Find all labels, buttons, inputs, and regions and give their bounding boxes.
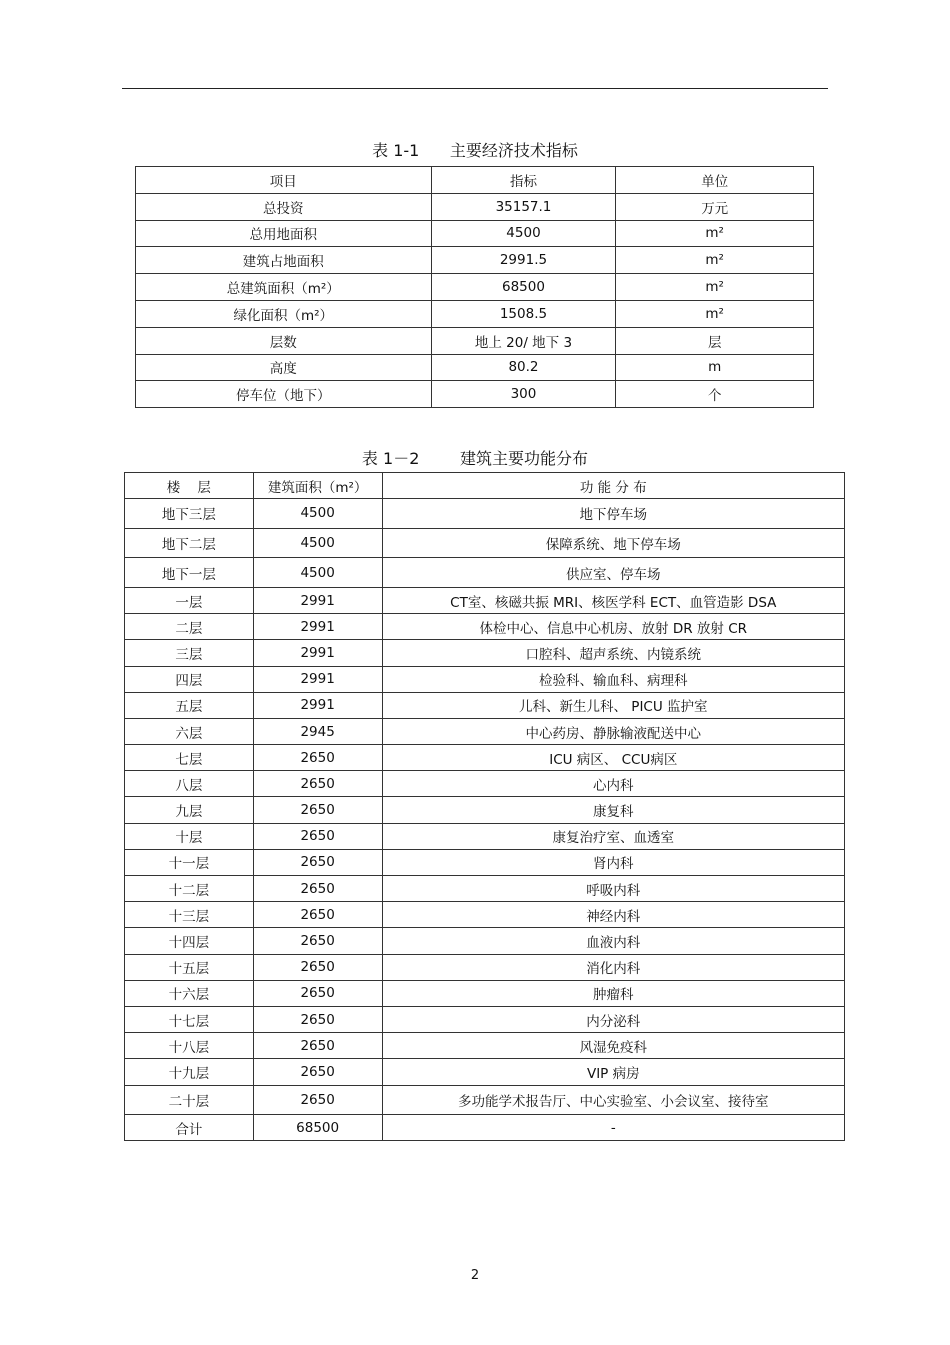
table-cell: 检验科、输血科、病理科 (382, 666, 844, 692)
table-cell: 中心药房、静脉输液配送中心 (382, 718, 844, 744)
table-row (125, 980, 845, 1006)
table-cell: 肾内科 (382, 849, 844, 875)
header-cell: 指标 (431, 167, 616, 194)
table-row (125, 640, 845, 666)
table-cell: m (616, 354, 814, 381)
table-cell: 绿化面积（m²） (136, 300, 432, 327)
table-cell: 十七层 (125, 1006, 254, 1032)
table-row (136, 220, 814, 247)
table-cell: CT室、核磁共振 MRI、核医学科 ECT、血管造影 DSA (382, 587, 844, 613)
table-cell: 2991 (253, 666, 382, 692)
table-cell: 肿瘤科 (382, 980, 844, 1006)
table-cell: 2991.5 (431, 247, 616, 274)
table-cell: 二十层 (125, 1085, 254, 1115)
table-cell: 4500 (253, 528, 382, 558)
table-cell: 五层 (125, 692, 254, 718)
table-cell: 2991 (253, 640, 382, 666)
table-row (125, 692, 845, 718)
table-cell: 2650 (253, 954, 382, 980)
table-cell: 建筑占地面积 (136, 247, 432, 274)
table-row (136, 327, 814, 354)
table-cell: 呼吸内科 (382, 876, 844, 902)
header-cell: 单位 (616, 167, 814, 194)
table-cell: 地下一层 (125, 558, 254, 588)
table-row (125, 499, 845, 529)
table-cell: 三层 (125, 640, 254, 666)
table-cell: 地下停车场 (382, 499, 844, 529)
table-cell: 总投资 (136, 193, 432, 220)
table-cell: 心内科 (382, 771, 844, 797)
table-row (125, 876, 845, 902)
economic-indicators-table (135, 166, 814, 408)
table-cell: 地下二层 (125, 528, 254, 558)
table-row (125, 666, 845, 692)
table-cell: m² (616, 300, 814, 327)
table-row (136, 274, 814, 301)
table-cell: 2650 (253, 1059, 382, 1085)
table-row (125, 849, 845, 875)
table-cell: 68500 (431, 274, 616, 301)
header-cell: 楼 层 (125, 473, 254, 499)
table-cell: 个 (616, 381, 814, 408)
table-cell: 地上 20/ 地下 3 (431, 327, 616, 354)
table-cell: 四层 (125, 666, 254, 692)
table-cell: 4500 (253, 499, 382, 529)
table-row (125, 797, 845, 823)
header-cell: 项目 (136, 167, 432, 194)
table-cell: 总用地面积 (136, 220, 432, 247)
table-row (125, 902, 845, 928)
table-cell: 八层 (125, 771, 254, 797)
table-row (125, 614, 845, 640)
table-cell: 十五层 (125, 954, 254, 980)
table-row (125, 558, 845, 588)
table-cell: 内分泌科 (382, 1006, 844, 1032)
table-cell: 总建筑面积（m²） (136, 274, 432, 301)
table-cell: 80.2 (431, 354, 616, 381)
table-cell: 多功能学术报告厅、中心实验室、小会议室、接待室 (382, 1085, 844, 1115)
table-cell: 合计 (125, 1115, 254, 1141)
table-cell: 2650 (253, 928, 382, 954)
table-row (125, 771, 845, 797)
table-cell: 万元 (616, 193, 814, 220)
table1-caption: 表 1-1 主要经济技术指标 (372, 141, 578, 160)
table-cell: 十六层 (125, 980, 254, 1006)
table-row (125, 1059, 845, 1085)
table-cell: 35157.1 (431, 193, 616, 220)
table-cell: 2650 (253, 1006, 382, 1032)
table-cell: 2650 (253, 797, 382, 823)
table-cell: 七层 (125, 745, 254, 771)
table-row (125, 718, 845, 744)
table-row (125, 954, 845, 980)
table-cell: 口腔科、超声系统、内镜系统 (382, 640, 844, 666)
table-cell: 地下三层 (125, 499, 254, 529)
table-row (136, 247, 814, 274)
table-cell: 康复治疗室、血透室 (382, 823, 844, 849)
table-row (136, 354, 814, 381)
table-cell: 康复科 (382, 797, 844, 823)
table-cell: 二层 (125, 614, 254, 640)
table-cell: 风湿免疫科 (382, 1033, 844, 1059)
floor-function-table (124, 472, 845, 1141)
table-cell: 高度 (136, 354, 432, 381)
table-cell: 2650 (253, 1033, 382, 1059)
table-row (125, 1033, 845, 1059)
table-cell: 4500 (253, 558, 382, 588)
table-cell: - (382, 1115, 844, 1141)
table-cell: 2991 (253, 614, 382, 640)
table2-caption: 表 1－2 建筑主要功能分布 (361, 449, 589, 468)
table-cell: 儿科、新生儿科、 PICU 监护室 (382, 692, 844, 718)
table-cell: ICU 病区、 CCU病区 (382, 745, 844, 771)
table-cell: 1508.5 (431, 300, 616, 327)
table-cell: 九层 (125, 797, 254, 823)
table-row (136, 381, 814, 408)
table-cell: 2991 (253, 587, 382, 613)
table-row (125, 1085, 845, 1115)
table-cell: 十八层 (125, 1033, 254, 1059)
header-cell: 建筑面积（m²） (253, 473, 382, 499)
table-cell: 2991 (253, 692, 382, 718)
table-cell: 2945 (253, 718, 382, 744)
table-cell: 2650 (253, 980, 382, 1006)
table-cell: 十四层 (125, 928, 254, 954)
table-cell: 一层 (125, 587, 254, 613)
table-cell: 十一层 (125, 849, 254, 875)
table-cell: VIP 病房 (382, 1059, 844, 1085)
table-row (125, 823, 845, 849)
table-row (125, 1115, 845, 1141)
table-cell: 十九层 (125, 1059, 254, 1085)
table-cell: m² (616, 274, 814, 301)
table-cell: 层 (616, 327, 814, 354)
table-cell: 2650 (253, 849, 382, 875)
table-cell: 2650 (253, 823, 382, 849)
table-cell: 十层 (125, 823, 254, 849)
table-cell: 体检中心、信息中心机房、放射 DR 放射 CR (382, 614, 844, 640)
table-cell: 十二层 (125, 876, 254, 902)
table-row (125, 928, 845, 954)
table-cell: m² (616, 247, 814, 274)
table-row (125, 745, 845, 771)
table-cell: 68500 (253, 1115, 382, 1141)
table-cell: 2650 (253, 876, 382, 902)
table-cell: 供应室、停车场 (382, 558, 844, 588)
table-cell: 层数 (136, 327, 432, 354)
table-cell: 2650 (253, 771, 382, 797)
table-row (136, 300, 814, 327)
table-cell: 神经内科 (382, 902, 844, 928)
table-cell: 六层 (125, 718, 254, 744)
page-number: 2 (470, 1268, 480, 1283)
table-cell: 血液内科 (382, 928, 844, 954)
table-cell: 300 (431, 381, 616, 408)
table-header-row (125, 473, 845, 499)
table-cell: 十三层 (125, 902, 254, 928)
header-cell: 功 能 分 布 (382, 473, 844, 499)
table-cell: 2650 (253, 902, 382, 928)
table-row (125, 587, 845, 613)
table-cell: 2650 (253, 1085, 382, 1115)
table-cell: 保障系统、地下停车场 (382, 528, 844, 558)
table-row (136, 193, 814, 220)
table-row (125, 1006, 845, 1032)
table-header-row (136, 167, 814, 194)
table-cell: 消化内科 (382, 954, 844, 980)
table-cell: m² (616, 220, 814, 247)
table-cell: 2650 (253, 745, 382, 771)
table-row (125, 528, 845, 558)
table-cell: 停车位（地下） (136, 381, 432, 408)
table-cell: 4500 (431, 220, 616, 247)
header-rule (122, 88, 828, 89)
